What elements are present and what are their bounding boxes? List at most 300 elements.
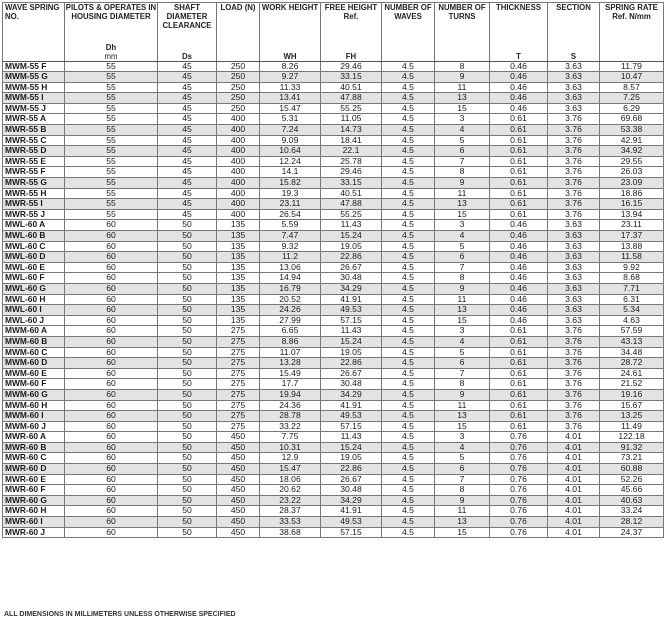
cell-work-height: 7.47 (260, 231, 321, 242)
cell-spring-rate: 43.13 (600, 336, 664, 347)
cell-section: 3.76 (548, 421, 600, 432)
cell-shaft-diameter: 45 (158, 199, 217, 210)
cell-work-height: 15.47 (260, 103, 321, 114)
table-row (3, 305, 664, 316)
cell-thickness: 0.61 (490, 135, 548, 146)
table-row (3, 326, 664, 337)
table-row (3, 506, 664, 517)
cell-section: 3.63 (548, 231, 600, 242)
cell-free-height: 15.24 (321, 231, 382, 242)
cell-number-of-turns: 13 (435, 411, 490, 422)
cell-free-height: 22.86 (321, 464, 382, 475)
cell-housing-diameter: 60 (65, 336, 158, 347)
table-row (3, 442, 664, 453)
cell-wave-spring-no: MWR-60 I (3, 517, 65, 528)
cell-section: 4.01 (548, 464, 600, 475)
cell-shaft-diameter: 50 (158, 442, 217, 453)
cell-section: 3.63 (548, 61, 600, 72)
cell-shaft-diameter: 50 (158, 305, 217, 316)
cell-load: 135 (217, 262, 260, 273)
table-row (3, 114, 664, 125)
cell-work-height: 23.11 (260, 199, 321, 210)
cell-wave-spring-no: MWM-60 C (3, 347, 65, 358)
cell-free-height: 22.86 (321, 252, 382, 263)
cell-wave-spring-no: MWM-60 F (3, 379, 65, 390)
cell-section: 3.76 (548, 411, 600, 422)
cell-spring-rate: 17.37 (600, 231, 664, 242)
cell-spring-rate: 42.91 (600, 135, 664, 146)
cell-wave-spring-no: MWM-55 I (3, 93, 65, 104)
cell-number-of-turns: 4 (435, 231, 490, 242)
cell-load: 450 (217, 453, 260, 464)
cell-wave-spring-no: MWM-60 A (3, 326, 65, 337)
cell-free-height: 57.15 (321, 527, 382, 538)
cell-thickness: 0.61 (490, 125, 548, 136)
table-row (3, 517, 664, 528)
cell-wave-spring-no: MWR-55 C (3, 135, 65, 146)
cell-work-height: 13.06 (260, 262, 321, 273)
cell-number-of-turns: 6 (435, 464, 490, 475)
cell-thickness: 0.61 (490, 188, 548, 199)
cell-thickness: 0.76 (490, 527, 548, 538)
cell-shaft-diameter: 45 (158, 103, 217, 114)
cell-thickness: 0.61 (490, 389, 548, 400)
cell-shaft-diameter: 45 (158, 167, 217, 178)
header-free-height (321, 3, 382, 43)
cell-housing-diameter: 60 (65, 517, 158, 528)
cell-wave-spring-no: MWR-60 D (3, 464, 65, 475)
cell-spring-rate: 69.68 (600, 114, 664, 125)
cell-spring-rate: 26.03 (600, 167, 664, 178)
cell-thickness: 0.61 (490, 400, 548, 411)
cell-spring-rate: 122.18 (600, 432, 664, 443)
cell-spring-rate: 91.32 (600, 442, 664, 453)
cell-housing-diameter: 60 (65, 283, 158, 294)
cell-spring-rate: 5.34 (600, 305, 664, 316)
cell-section: 3.76 (548, 347, 600, 358)
cell-thickness: 0.46 (490, 273, 548, 284)
cell-section: 4.01 (548, 432, 600, 443)
cell-number-of-turns: 5 (435, 135, 490, 146)
cell-load: 400 (217, 167, 260, 178)
cell-load: 400 (217, 146, 260, 157)
table-row (3, 199, 664, 210)
cell-housing-diameter: 60 (65, 421, 158, 432)
cell-shaft-diameter: 50 (158, 527, 217, 538)
table-row (3, 103, 664, 114)
cell-thickness: 0.61 (490, 336, 548, 347)
cell-work-height: 13.41 (260, 93, 321, 104)
cell-number-of-turns: 3 (435, 326, 490, 337)
cell-number-of-waves: 4.5 (382, 188, 435, 199)
cell-shaft-diameter: 50 (158, 400, 217, 411)
cell-free-height: 41.91 (321, 294, 382, 305)
cell-section: 4.01 (548, 527, 600, 538)
header-shaft-label: SHAFT DIAMETER CLEARANCE (162, 3, 212, 30)
cell-thickness: 0.46 (490, 241, 548, 252)
cell-work-height: 20.52 (260, 294, 321, 305)
wave-spring-spec-table (2, 2, 664, 538)
cell-load: 450 (217, 495, 260, 506)
cell-number-of-turns: 8 (435, 273, 490, 284)
cell-wave-spring-no: MWL-60 B (3, 231, 65, 242)
cell-number-of-waves: 4.5 (382, 336, 435, 347)
cell-shaft-diameter: 50 (158, 517, 217, 528)
cell-free-height: 34.29 (321, 283, 382, 294)
cell-shaft-diameter: 45 (158, 209, 217, 220)
cell-free-height: 41.91 (321, 400, 382, 411)
header-pilots-symbol: Dh (105, 42, 117, 52)
cell-wave-spring-no: MWM-60 I (3, 411, 65, 422)
cell-work-height: 7.75 (260, 432, 321, 443)
cell-number-of-waves: 4.5 (382, 135, 435, 146)
cell-section: 3.76 (548, 135, 600, 146)
cell-housing-diameter: 60 (65, 527, 158, 538)
cell-housing-diameter: 55 (65, 103, 158, 114)
table-row (3, 400, 664, 411)
cell-free-height: 25.78 (321, 156, 382, 167)
cell-spring-rate: 60.88 (600, 464, 664, 475)
table-row (3, 93, 664, 104)
cell-spring-rate: 29.55 (600, 156, 664, 167)
cell-thickness: 0.61 (490, 347, 548, 358)
header-wave-spring-no-label: WAVE SPRING NO. (5, 3, 60, 21)
cell-housing-diameter: 55 (65, 125, 158, 136)
cell-free-height: 22.1 (321, 146, 382, 157)
cell-number-of-turns: 9 (435, 495, 490, 506)
cell-wave-spring-no: MWM-55 H (3, 82, 65, 93)
cell-free-height: 47.88 (321, 93, 382, 104)
cell-number-of-turns: 7 (435, 474, 490, 485)
cell-thickness: 0.46 (490, 231, 548, 242)
cell-free-height: 30.48 (321, 485, 382, 496)
cell-load: 400 (217, 199, 260, 210)
cell-number-of-turns: 5 (435, 453, 490, 464)
cell-wave-spring-no: MWR-55 H (3, 188, 65, 199)
cell-thickness: 0.61 (490, 326, 548, 337)
cell-housing-diameter: 60 (65, 231, 158, 242)
cell-housing-diameter: 60 (65, 241, 158, 252)
cell-housing-diameter: 60 (65, 294, 158, 305)
header-waves-label: NUMBER OF WAVES (384, 3, 432, 21)
cell-housing-diameter: 60 (65, 495, 158, 506)
cell-wave-spring-no: MWR-60 J (3, 527, 65, 538)
cell-number-of-turns: 9 (435, 178, 490, 189)
cell-load: 135 (217, 294, 260, 305)
cell-free-height: 26.67 (321, 474, 382, 485)
header-pilots (65, 3, 158, 43)
cell-load: 450 (217, 474, 260, 485)
cell-thickness: 0.76 (490, 506, 548, 517)
cell-work-height: 18.06 (260, 474, 321, 485)
cell-thickness: 0.76 (490, 432, 548, 443)
cell-housing-diameter: 55 (65, 82, 158, 93)
cell-number-of-turns: 4 (435, 125, 490, 136)
cell-spring-rate: 8.57 (600, 82, 664, 93)
cell-spring-rate: 73.21 (600, 453, 664, 464)
cell-wave-spring-no: MWM-60 J (3, 421, 65, 432)
cell-shaft-diameter: 50 (158, 241, 217, 252)
cell-thickness: 0.46 (490, 294, 548, 305)
cell-section: 3.63 (548, 315, 600, 326)
header-thickness-sub: T (490, 43, 548, 62)
cell-spring-rate: 18.86 (600, 188, 664, 199)
cell-number-of-waves: 4.5 (382, 358, 435, 369)
cell-number-of-waves: 4.5 (382, 199, 435, 210)
header-load-label: LOAD (N) (220, 3, 256, 12)
cell-work-height: 15.47 (260, 464, 321, 475)
cell-number-of-waves: 4.5 (382, 506, 435, 517)
cell-work-height: 28.37 (260, 506, 321, 517)
cell-shaft-diameter: 50 (158, 474, 217, 485)
cell-shaft-diameter: 50 (158, 379, 217, 390)
cell-housing-diameter: 55 (65, 199, 158, 210)
table-row (3, 231, 664, 242)
cell-free-height: 34.29 (321, 495, 382, 506)
cell-shaft-diameter: 50 (158, 411, 217, 422)
cell-number-of-waves: 4.5 (382, 93, 435, 104)
cell-spring-rate: 40.63 (600, 495, 664, 506)
table-row (3, 368, 664, 379)
table-row (3, 135, 664, 146)
cell-section: 3.63 (548, 82, 600, 93)
cell-load: 450 (217, 432, 260, 443)
cell-number-of-waves: 4.5 (382, 178, 435, 189)
table-row (3, 188, 664, 199)
cell-number-of-waves: 4.5 (382, 82, 435, 93)
cell-number-of-waves: 4.5 (382, 389, 435, 400)
cell-number-of-waves: 4.5 (382, 156, 435, 167)
cell-housing-diameter: 60 (65, 389, 158, 400)
table-row (3, 72, 664, 83)
cell-wave-spring-no: MWR-60 F (3, 485, 65, 496)
table-row (3, 273, 664, 284)
header-pilots-label: PILOTS & OPERATES IN HOUSING DIAMETER (65, 3, 157, 21)
cell-number-of-turns: 8 (435, 379, 490, 390)
cell-free-height: 40.51 (321, 82, 382, 93)
cell-shaft-diameter: 45 (158, 72, 217, 83)
cell-shaft-diameter: 45 (158, 125, 217, 136)
cell-housing-diameter: 60 (65, 347, 158, 358)
cell-load: 135 (217, 220, 260, 231)
cell-work-height: 7.24 (260, 125, 321, 136)
cell-number-of-waves: 4.5 (382, 294, 435, 305)
table-row (3, 432, 664, 443)
cell-load: 275 (217, 326, 260, 337)
cell-wave-spring-no: MWL-60 C (3, 241, 65, 252)
cell-section: 3.76 (548, 114, 600, 125)
cell-spring-rate: 16.15 (600, 199, 664, 210)
cell-number-of-waves: 4.5 (382, 527, 435, 538)
cell-shaft-diameter: 50 (158, 283, 217, 294)
cell-load: 135 (217, 231, 260, 242)
cell-work-height: 20.62 (260, 485, 321, 496)
cell-number-of-turns: 9 (435, 283, 490, 294)
cell-housing-diameter: 60 (65, 453, 158, 464)
cell-load: 250 (217, 93, 260, 104)
cell-housing-diameter: 60 (65, 464, 158, 475)
header-free-height-label: FREE HEIGHT Ref. (324, 3, 378, 21)
cell-housing-diameter: 60 (65, 474, 158, 485)
cell-number-of-turns: 7 (435, 368, 490, 379)
cell-section: 3.76 (548, 125, 600, 136)
cell-free-height: 29.46 (321, 61, 382, 72)
cell-number-of-turns: 15 (435, 527, 490, 538)
cell-load: 135 (217, 315, 260, 326)
cell-thickness: 0.76 (490, 485, 548, 496)
cell-housing-diameter: 55 (65, 178, 158, 189)
cell-spring-rate: 11.49 (600, 421, 664, 432)
cell-free-height: 29.46 (321, 167, 382, 178)
cell-number-of-turns: 13 (435, 517, 490, 528)
cell-section: 4.01 (548, 485, 600, 496)
cell-section: 3.76 (548, 156, 600, 167)
cell-thickness: 0.61 (490, 368, 548, 379)
header-load (217, 3, 260, 43)
table-row (3, 453, 664, 464)
cell-section: 3.76 (548, 199, 600, 210)
cell-section: 3.76 (548, 167, 600, 178)
cell-thickness: 0.61 (490, 379, 548, 390)
cell-section: 3.76 (548, 188, 600, 199)
cell-housing-diameter: 60 (65, 305, 158, 316)
cell-wave-spring-no: MWM-60 H (3, 400, 65, 411)
cell-work-height: 8.86 (260, 336, 321, 347)
table-row (3, 495, 664, 506)
table-row (3, 421, 664, 432)
cell-work-height: 28.78 (260, 411, 321, 422)
header-spring-rate (600, 3, 664, 62)
cell-work-height: 11.2 (260, 252, 321, 263)
cell-number-of-turns: 6 (435, 146, 490, 157)
header-load-sub (217, 43, 260, 62)
cell-thickness: 0.46 (490, 252, 548, 263)
cell-wave-spring-no: MWL-60 A (3, 220, 65, 231)
cell-thickness: 0.61 (490, 358, 548, 369)
cell-housing-diameter: 60 (65, 432, 158, 443)
cell-number-of-turns: 11 (435, 188, 490, 199)
table-row (3, 464, 664, 475)
cell-number-of-turns: 15 (435, 103, 490, 114)
cell-load: 400 (217, 125, 260, 136)
table-body (3, 61, 664, 538)
cell-section: 3.76 (548, 358, 600, 369)
cell-spring-rate: 34.92 (600, 146, 664, 157)
cell-load: 275 (217, 421, 260, 432)
cell-thickness: 0.61 (490, 156, 548, 167)
cell-load: 400 (217, 135, 260, 146)
cell-number-of-waves: 4.5 (382, 252, 435, 263)
cell-number-of-waves: 4.5 (382, 432, 435, 443)
cell-work-height: 11.07 (260, 347, 321, 358)
cell-work-height: 26.54 (260, 209, 321, 220)
cell-thickness: 0.76 (490, 474, 548, 485)
cell-thickness: 0.76 (490, 442, 548, 453)
cell-work-height: 19.94 (260, 389, 321, 400)
header-work-height (260, 3, 321, 43)
table-row (3, 156, 664, 167)
cell-load: 135 (217, 273, 260, 284)
cell-spring-rate: 28.12 (600, 517, 664, 528)
cell-shaft-diameter: 50 (158, 495, 217, 506)
cell-number-of-turns: 9 (435, 389, 490, 400)
cell-thickness: 0.46 (490, 61, 548, 72)
cell-work-height: 13.28 (260, 358, 321, 369)
cell-wave-spring-no: MWR-55 D (3, 146, 65, 157)
cell-free-height: 30.48 (321, 273, 382, 284)
cell-load: 275 (217, 379, 260, 390)
cell-shaft-diameter: 45 (158, 135, 217, 146)
cell-section: 3.76 (548, 400, 600, 411)
table-row (3, 474, 664, 485)
cell-number-of-waves: 4.5 (382, 453, 435, 464)
cell-thickness: 0.46 (490, 103, 548, 114)
header-pilots-unit: mm (104, 51, 118, 61)
cell-shaft-diameter: 45 (158, 146, 217, 157)
header-wave-spring-no (3, 3, 65, 62)
header-work-height-sub: WH (260, 43, 321, 62)
cell-thickness: 0.46 (490, 315, 548, 326)
table-header (3, 3, 664, 62)
cell-work-height: 17.7 (260, 379, 321, 390)
cell-section: 3.76 (548, 379, 600, 390)
cell-load: 275 (217, 368, 260, 379)
cell-thickness: 0.76 (490, 495, 548, 506)
cell-shaft-diameter: 45 (158, 82, 217, 93)
cell-shaft-diameter: 50 (158, 231, 217, 242)
cell-thickness: 0.61 (490, 199, 548, 210)
cell-housing-diameter: 60 (65, 485, 158, 496)
cell-work-height: 15.82 (260, 178, 321, 189)
table-row (3, 379, 664, 390)
table-row (3, 61, 664, 72)
cell-work-height: 6.65 (260, 326, 321, 337)
cell-spring-rate: 6.31 (600, 294, 664, 305)
cell-number-of-turns: 5 (435, 347, 490, 358)
table-row (3, 146, 664, 157)
cell-housing-diameter: 60 (65, 368, 158, 379)
cell-number-of-waves: 4.5 (382, 379, 435, 390)
cell-free-height: 47.88 (321, 199, 382, 210)
cell-number-of-turns: 7 (435, 262, 490, 273)
cell-number-of-waves: 4.5 (382, 305, 435, 316)
cell-thickness: 0.61 (490, 209, 548, 220)
cell-work-height: 23.22 (260, 495, 321, 506)
cell-housing-diameter: 60 (65, 326, 158, 337)
cell-thickness: 0.76 (490, 453, 548, 464)
cell-number-of-waves: 4.5 (382, 347, 435, 358)
cell-number-of-waves: 4.5 (382, 315, 435, 326)
cell-housing-diameter: 55 (65, 114, 158, 125)
cell-free-height: 19.05 (321, 241, 382, 252)
cell-load: 450 (217, 506, 260, 517)
cell-section: 3.63 (548, 273, 600, 284)
cell-free-height: 19.05 (321, 453, 382, 464)
cell-number-of-turns: 13 (435, 93, 490, 104)
cell-section: 3.63 (548, 262, 600, 273)
cell-spring-rate: 23.11 (600, 220, 664, 231)
cell-shaft-diameter: 45 (158, 188, 217, 199)
cell-wave-spring-no: MWM-60 G (3, 389, 65, 400)
cell-free-height: 30.48 (321, 379, 382, 390)
cell-number-of-turns: 6 (435, 358, 490, 369)
cell-number-of-turns: 13 (435, 199, 490, 210)
cell-number-of-waves: 4.5 (382, 464, 435, 475)
cell-spring-rate: 24.61 (600, 368, 664, 379)
table-row (3, 178, 664, 189)
cell-housing-diameter: 55 (65, 93, 158, 104)
table-row (3, 241, 664, 252)
